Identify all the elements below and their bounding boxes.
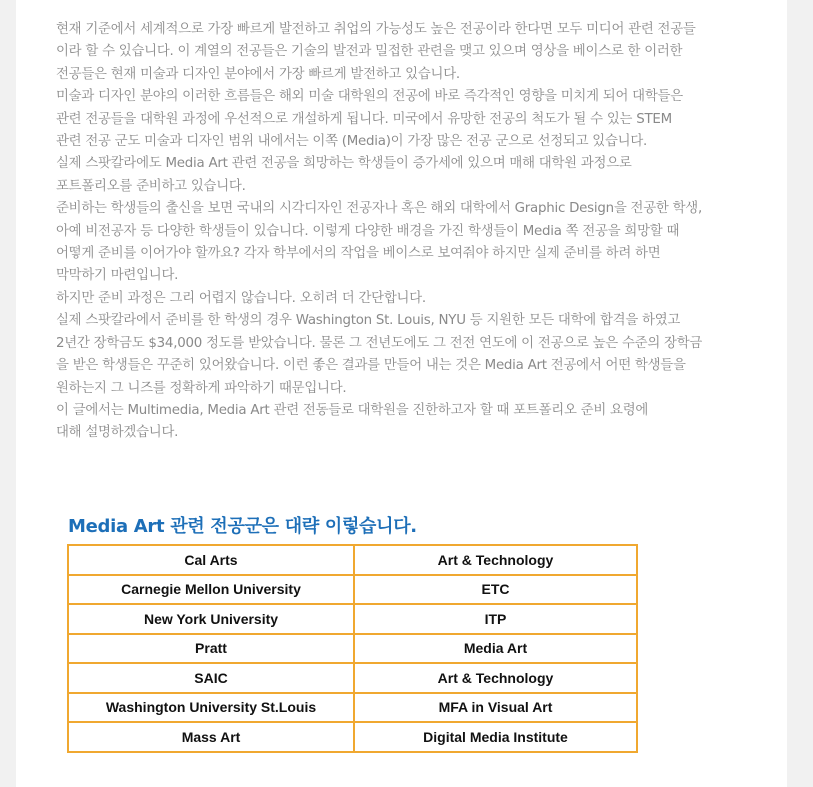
paragraph-line: 현재 기준에서 세계적으로 가장 빠르게 발전하고 취업의 가능성도 높은 전공이라 한다면 모두 미디어 관련 전공들 (56, 22, 696, 37)
table-row (68, 604, 637, 634)
paragraph-line: 이라 할 수 있습니다. 이 계열의 전공들은 기술의 발전과 밀접한 관련을 맺고 있으며 영상을 베이스로 한 이러한 (56, 44, 683, 60)
article-body (56, 19, 756, 445)
paragraph-line: 어떻게 준비를 이어가야 할까요? 각자 학부에서의 작업을 베이스로 보여줘야 하지만 실제 준비를 하려 하면 (56, 246, 661, 262)
program-cell: ETC (354, 575, 637, 605)
table-row (68, 693, 637, 723)
section-title: Media Art 관련 전공군은 대략 이렇습니다. (68, 516, 417, 537)
table-row (68, 663, 637, 693)
paragraph-line: 전공들은 현재 미술과 디자인 분야에서 가장 빠르게 발전하고 있습니다. (56, 66, 460, 82)
paragraph-line: 원하는지 그 니즈를 정확하게 파악하기 때문입니다. (56, 380, 347, 396)
article-page (16, 0, 787, 787)
paragraph-line: 실제 스팟칼라에서 준비를 한 학생의 경우 Washington St. Louis, NYU 등 지원한 모든 대학에 합격을 하였고 (56, 313, 681, 329)
paragraph-line: 을 받은 학생들은 꾸준히 있어왔습니다. 이런 좋은 결과를 만들어 내는 것은 Media Art 전공에서 어떤 학생들을 (56, 358, 686, 374)
paragraph-line: 2년간 장학금도 $34,000 정도를 받았습니다. 물론 그 전년도에도 그 전전 연도에 이 전공으로 높은 수준의 장학금 (56, 335, 703, 351)
paragraph-line: 관련 전공 군도 미술과 디자인 범위 내에서는 이쪽 (Media)이 가장 많은 전공 군으로 선정되고 있습니다. (56, 134, 648, 150)
paragraph-line: 실제 스팟칼라에도 Media Art 관련 전공을 희망하는 학생들이 증가세에 있으며 매해 대학원 과정으로 (56, 156, 632, 172)
paragraph-line: 아예 비전공자 등 다양한 학생들이 있습니다. 이렇게 다양한 배경을 가진 학생들이 Media 쪽 전공을 희망할 때 (56, 223, 680, 239)
media-art-programs-table (67, 544, 638, 753)
paragraph-line: 막막하기 마련입니다. (56, 268, 179, 284)
table-row (68, 722, 637, 752)
school-cell: SAIC (68, 663, 354, 693)
school-cell: Carnegie Mellon University (68, 575, 354, 605)
paragraph-line: 하지만 준비 과정은 그리 어렵지 않습니다. 오히려 더 간단합니다. (56, 290, 426, 306)
school-cell: Pratt (68, 634, 354, 664)
paragraph-line: 미술과 디자인 분야의 이러한 흐름들은 해외 미술 대학원의 전공에 바로 즉각적인 영향을 미치게 되어 대학들은 (56, 89, 683, 105)
table-row (68, 634, 637, 664)
program-cell: Media Art (354, 634, 637, 664)
program-cell: Art & Technology (354, 545, 637, 575)
program-cell: ITP (354, 604, 637, 634)
paragraph-line: 이 글에서는 Multimedia, Media Art 관련 전동들로 대학원을 진한하고자 할 때 포트폴리오 준비 요령에 (56, 402, 649, 418)
school-cell: Mass Art (68, 722, 354, 752)
program-cell: Digital Media Institute (354, 722, 637, 752)
school-cell: Cal Arts (68, 545, 354, 575)
paragraph-line: 준비하는 학생들의 출신을 보면 국내의 시각디자인 전공자나 혹은 해외 대학에서 Graphic Design을 전공한 학생, (56, 201, 702, 217)
program-cell: MFA in Visual Art (354, 693, 637, 723)
table-row (68, 545, 637, 575)
school-cell: New York University (68, 604, 354, 634)
paragraph-line: 관련 전공들을 대학원 과정에 우선적으로 개설하게 됩니다. 미국에서 유망한 전공의 척도가 될 수 있는 STEM (56, 111, 672, 127)
paragraph-line: 포트폴리오를 준비하고 있습니다. (56, 178, 246, 194)
table-row (68, 575, 637, 605)
school-cell: Washington University St.Louis (68, 693, 354, 723)
paragraph-line: 대해 설명하겠습니다. (56, 425, 179, 441)
program-cell: Art & Technology (354, 663, 637, 693)
